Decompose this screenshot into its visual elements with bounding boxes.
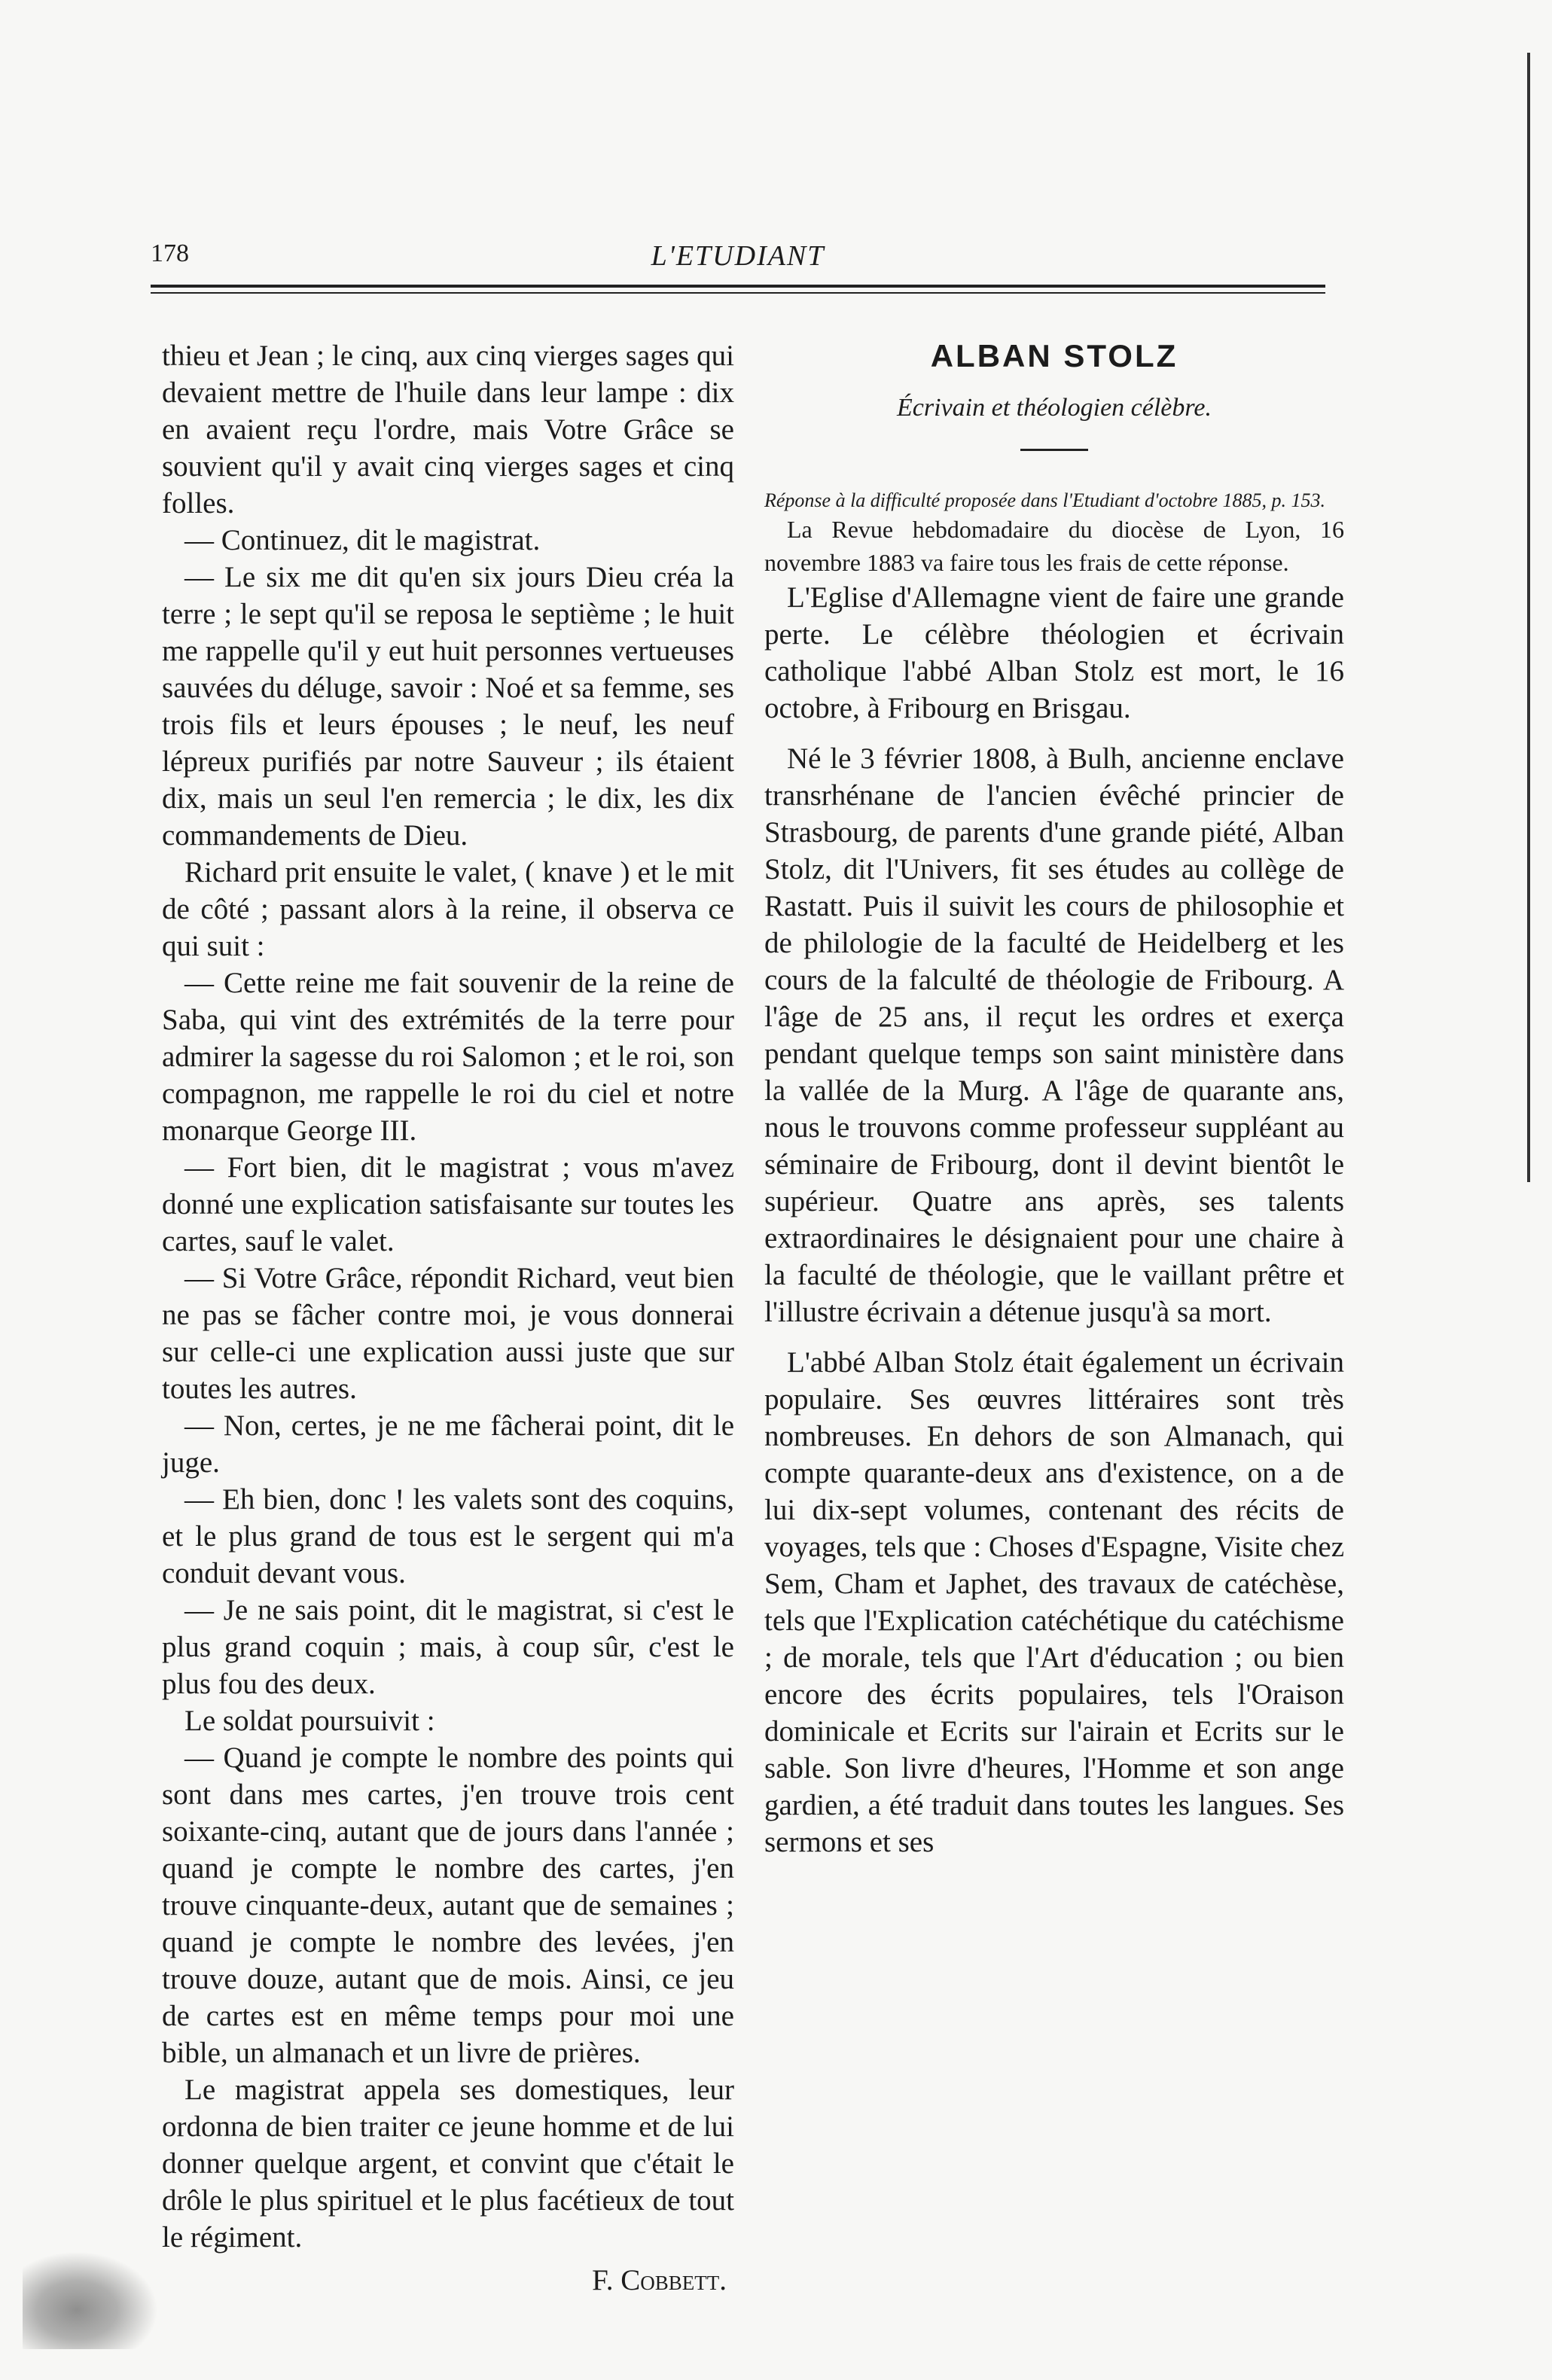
paragraph: Le soldat poursuivit : [184, 1705, 435, 1737]
article-intro: La Revue hebdomadaire du diocèse de Lyon, 16 novembre 1883 va faire tous les frais de cette réponse. [764, 516, 1344, 576]
right-column [764, 337, 1344, 1874]
header-rule-thick [151, 285, 1325, 288]
paragraph: thieu et Jean ; le cinq, aux cinq vierges sages qui devaient mettre de l'huile dans leur lampe : dix en avaient reçu l'ordre, mais Votre Grâce se souvient qu'il y avait cinq vierges sages et cinq folles. [162, 340, 734, 520]
paragraph: — Non, certes, je ne me fâcherai point, dit le juge. [162, 1409, 734, 1479]
paragraph: Le magistrat appela ses domestiques, leur ordonna de bien traiter ce jeune homme et de lui donner quelque argent, et convint que c'était le drôle le plus spirituel et le plus facétieux de tout le régiment. [162, 2074, 734, 2254]
paragraph: L'abbé Alban Stolz était également un écrivain populaire. Ses œuvres littéraires sont très nombreuses. En dehors de son Almanach, qui compte quarante-deux ans d'existence, on a de lui dix-sept volumes, contenant des récits de voyages, tels que : Choses d'Espagne, Visite chez Sem, Cham et Japhet, des travaux de catéchèse, tels que l'Explication catéchétique du catéchisme ; de morale, tels que l'Art d'éducation ; ou bien encore des écrits populaires, tels l'Oraison dominicale et Ecrits sur l'airain et Ecrits sur le sable. Son livre d'heures, l'Homme et son ange gardien, a été traduit dans toutes les langues. Ses sermons et ses [764, 1346, 1344, 1858]
article-note: Réponse à la difficulté proposée dans l'Etudiant d'octobre 1885, p. 153. [764, 489, 1326, 511]
paragraph: — Fort bien, dit le magistrat ; vous m'avez donné une explication satisfaisante sur toutes les cartes, sauf le valet. [162, 1151, 734, 1257]
paragraph: Richard prit ensuite le valet, ( knave ) et le mit de côté ; passant alors à la reine, il observa ce qui suit : [162, 856, 734, 962]
page-number: 178 [151, 239, 189, 267]
scan-smudge [23, 2251, 158, 2349]
paragraph: — Quand je compte le nombre des points qui sont dans mes cartes, j'en trouve trois cent soixante-cinq, autant que de jours dans l'année ; quand je compte le nombre des cartes, j'en trouve cinquante-deux, autant que de semaines ; quand je compte le nombre des levées, j'en trouve douze, autant que de mois. Ainsi, ce jeu de cartes est en même temps pour moi une bible, un almanach et un livre de prières. [162, 1742, 734, 2069]
header-rule-thin [151, 292, 1325, 294]
paragraph: — Si Votre Grâce, répondit Richard, veut bien ne pas se fâcher contre moi, je vous donnerai sur celle-ci une explication aussi juste que sur toutes les autres. [162, 1262, 734, 1405]
running-title: L'ETUDIANT [651, 240, 825, 272]
signature: F. Cobbett. [592, 2264, 727, 2296]
paragraph: — Cette reine me fait souvenir de la reine de Saba, qui vint des extrémités de la terre pour admirer la sagesse du roi Salomon ; et le roi, son compagnon, me rappelle le roi du ciel et notre monarque George III. [162, 967, 734, 1147]
page-header [151, 239, 1325, 277]
left-column [162, 337, 734, 2299]
paragraph: Né le 3 février 1808, à Bulh, ancienne enclave transrhénane de l'ancien évêché princier de Strasbourg, de parents d'une grande piété, Alban Stolz, dit l'Univers, fit ses études au collège de Rastatt. Puis il suivit les cours de philosophie et de philologie de la faculté de Heidelberg et les cours de la falculté de théologie de Fribourg. A l'âge de 25 ans, il reçut les ordres et exerça pendant quelque temps son saint ministère dans la vallée de la Murg. A l'âge de quarante ans, nous le trouvons comme professeur suppléant au séminaire de Fribourg, dont il devint bientôt le supérieur. Quatre ans après, ses talents extraordinaires le désignaient pour une chaire à la faculté de théologie, que le vaillant prêtre et l'illustre écrivain a détenue jusqu'à sa mort. [764, 742, 1344, 1328]
title-divider [1020, 449, 1088, 451]
paragraph: L'Eglise d'Allemagne vient de faire une grande perte. Le célèbre théologien et écrivain catholique l'abbé Alban Stolz est mort, le 16 octobre, à Fribourg en Brisgau. [764, 581, 1344, 724]
paragraph: — Eh bien, donc ! les valets sont des coquins, et le plus grand de tous est le sergent qui m'a conduit devant vous. [162, 1483, 734, 1589]
article-title: ALBAN STOLZ [930, 338, 1178, 373]
page-edge-line [1527, 53, 1530, 1182]
paragraph: — Je ne sais point, dit le magistrat, si c'est le plus grand coquin ; mais, à coup sûr, c'est le plus fou des deux. [162, 1594, 734, 1700]
paragraph: — Le six me dit qu'en six jours Dieu créa la terre ; le sept qu'il se reposa le septième ; le huit me rappelle qu'il y eut huit personnes vertueuses sauvées du déluge, savoir : Noé et sa femme, ses trois fils et leurs épouses ; le neuf, les neuf lépreux purifiés par notre Sauveur ; ils étaient dix, mais un seul l'en remercia ; le dix, les dix commandements de Dieu. [162, 561, 734, 852]
article-subtitle: Écrivain et théologien célèbre. [897, 394, 1212, 422]
paragraph: — Continuez, dit le magistrat. [184, 524, 541, 556]
